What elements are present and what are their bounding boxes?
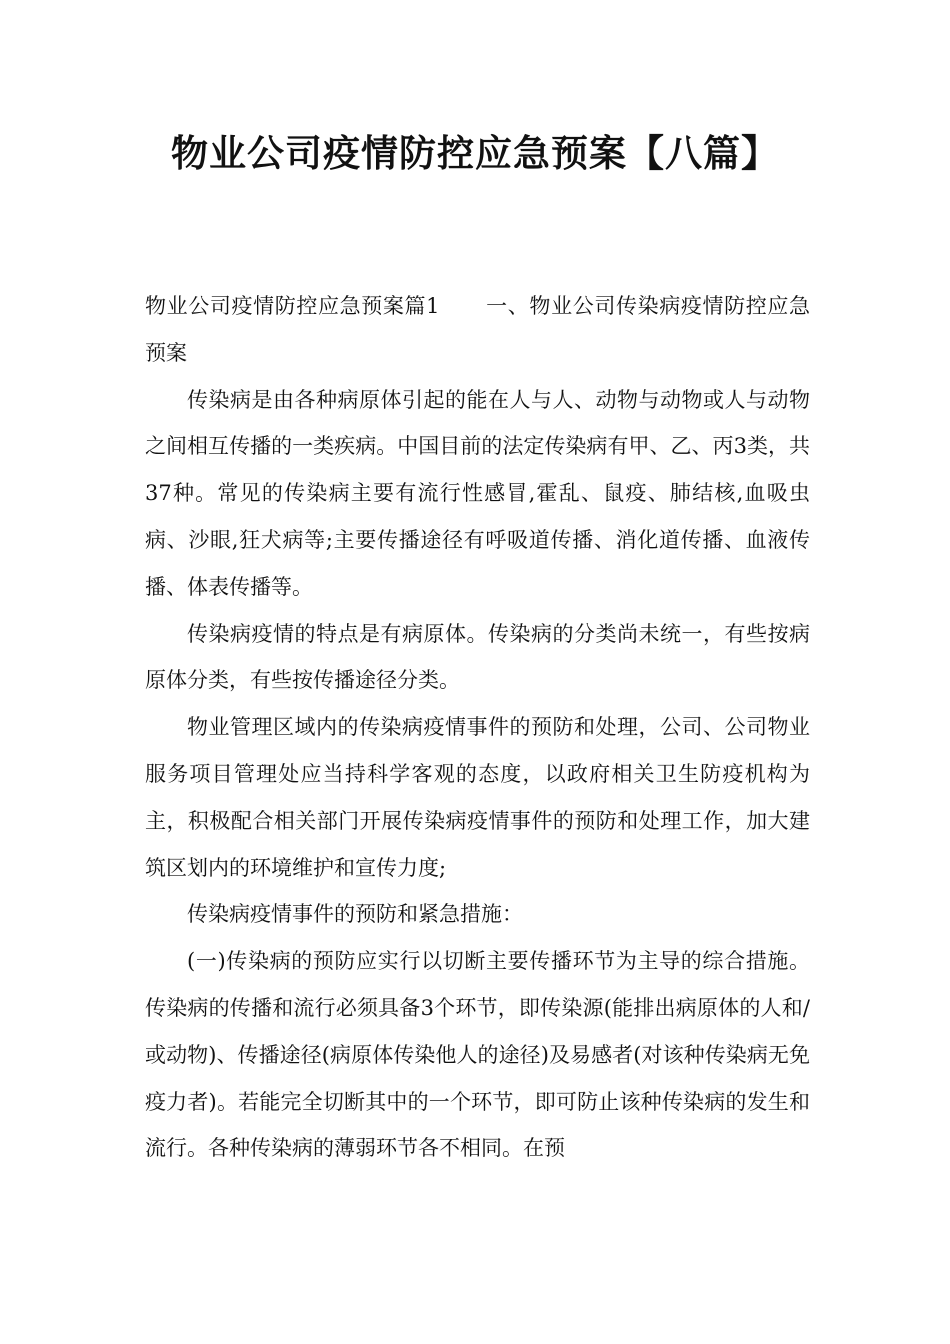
paragraph-3: 物业管理区域内的传染病疫情事件的预防和处理，公司、公司物业服务项目管理处应当持科学客观的态度，以政府相关卫生防疫机构为主，积极配合相关部门开展传染病疫情事件的预防和处理工作，加大建筑区划内的环境维护和宣传力度;	[145, 715, 810, 880]
paragraph-5: (一)传染病的预防应实行以切断主要传播环节为主导的综合措施。传染病的传播和流行必须具备3个环节，即传染源(能排出病原体的人和/或动物)、传播途径(病原体传染他人的途径)及易感者(对该种传染病无免疫力者)。若能完全切断其中的一个环节，即可防止该种传染病的发生和流行。各种传染病的薄弱环节各不相同。在预	[145, 949, 810, 1161]
intro-heading	[145, 283, 810, 377]
paragraph-1: 传染病是由各种病原体引起的能在人与人、动物与动物或人与动物之间相互传播的一类疾病。中国目前的法定传染病有甲、乙、丙3类，共37种。常见的传染病主要有流行性感冒,霍乱、鼠疫、肺结核,血吸虫病、沙眼,狂犬病等;主要传播途径有呼吸道传播、消化道传播、血液传播、体表传播等。	[145, 387, 810, 599]
section-heading: 一、物业公司传染病疫情防控应急预案	[145, 294, 810, 365]
paragraph-2: 传染病疫情的特点是有病原体。传染病的分类尚未统一，有些按病原体分类，有些按传播途径分类。	[145, 621, 810, 693]
document-title: 物业公司疫情防控应急预案【八篇】	[171, 132, 779, 175]
document-body	[145, 283, 810, 1172]
section-label: 物业公司疫情防控应急预案篇1	[145, 294, 440, 318]
paragraph-4: 传染病疫情事件的预防和紧急措施：	[187, 902, 523, 927]
